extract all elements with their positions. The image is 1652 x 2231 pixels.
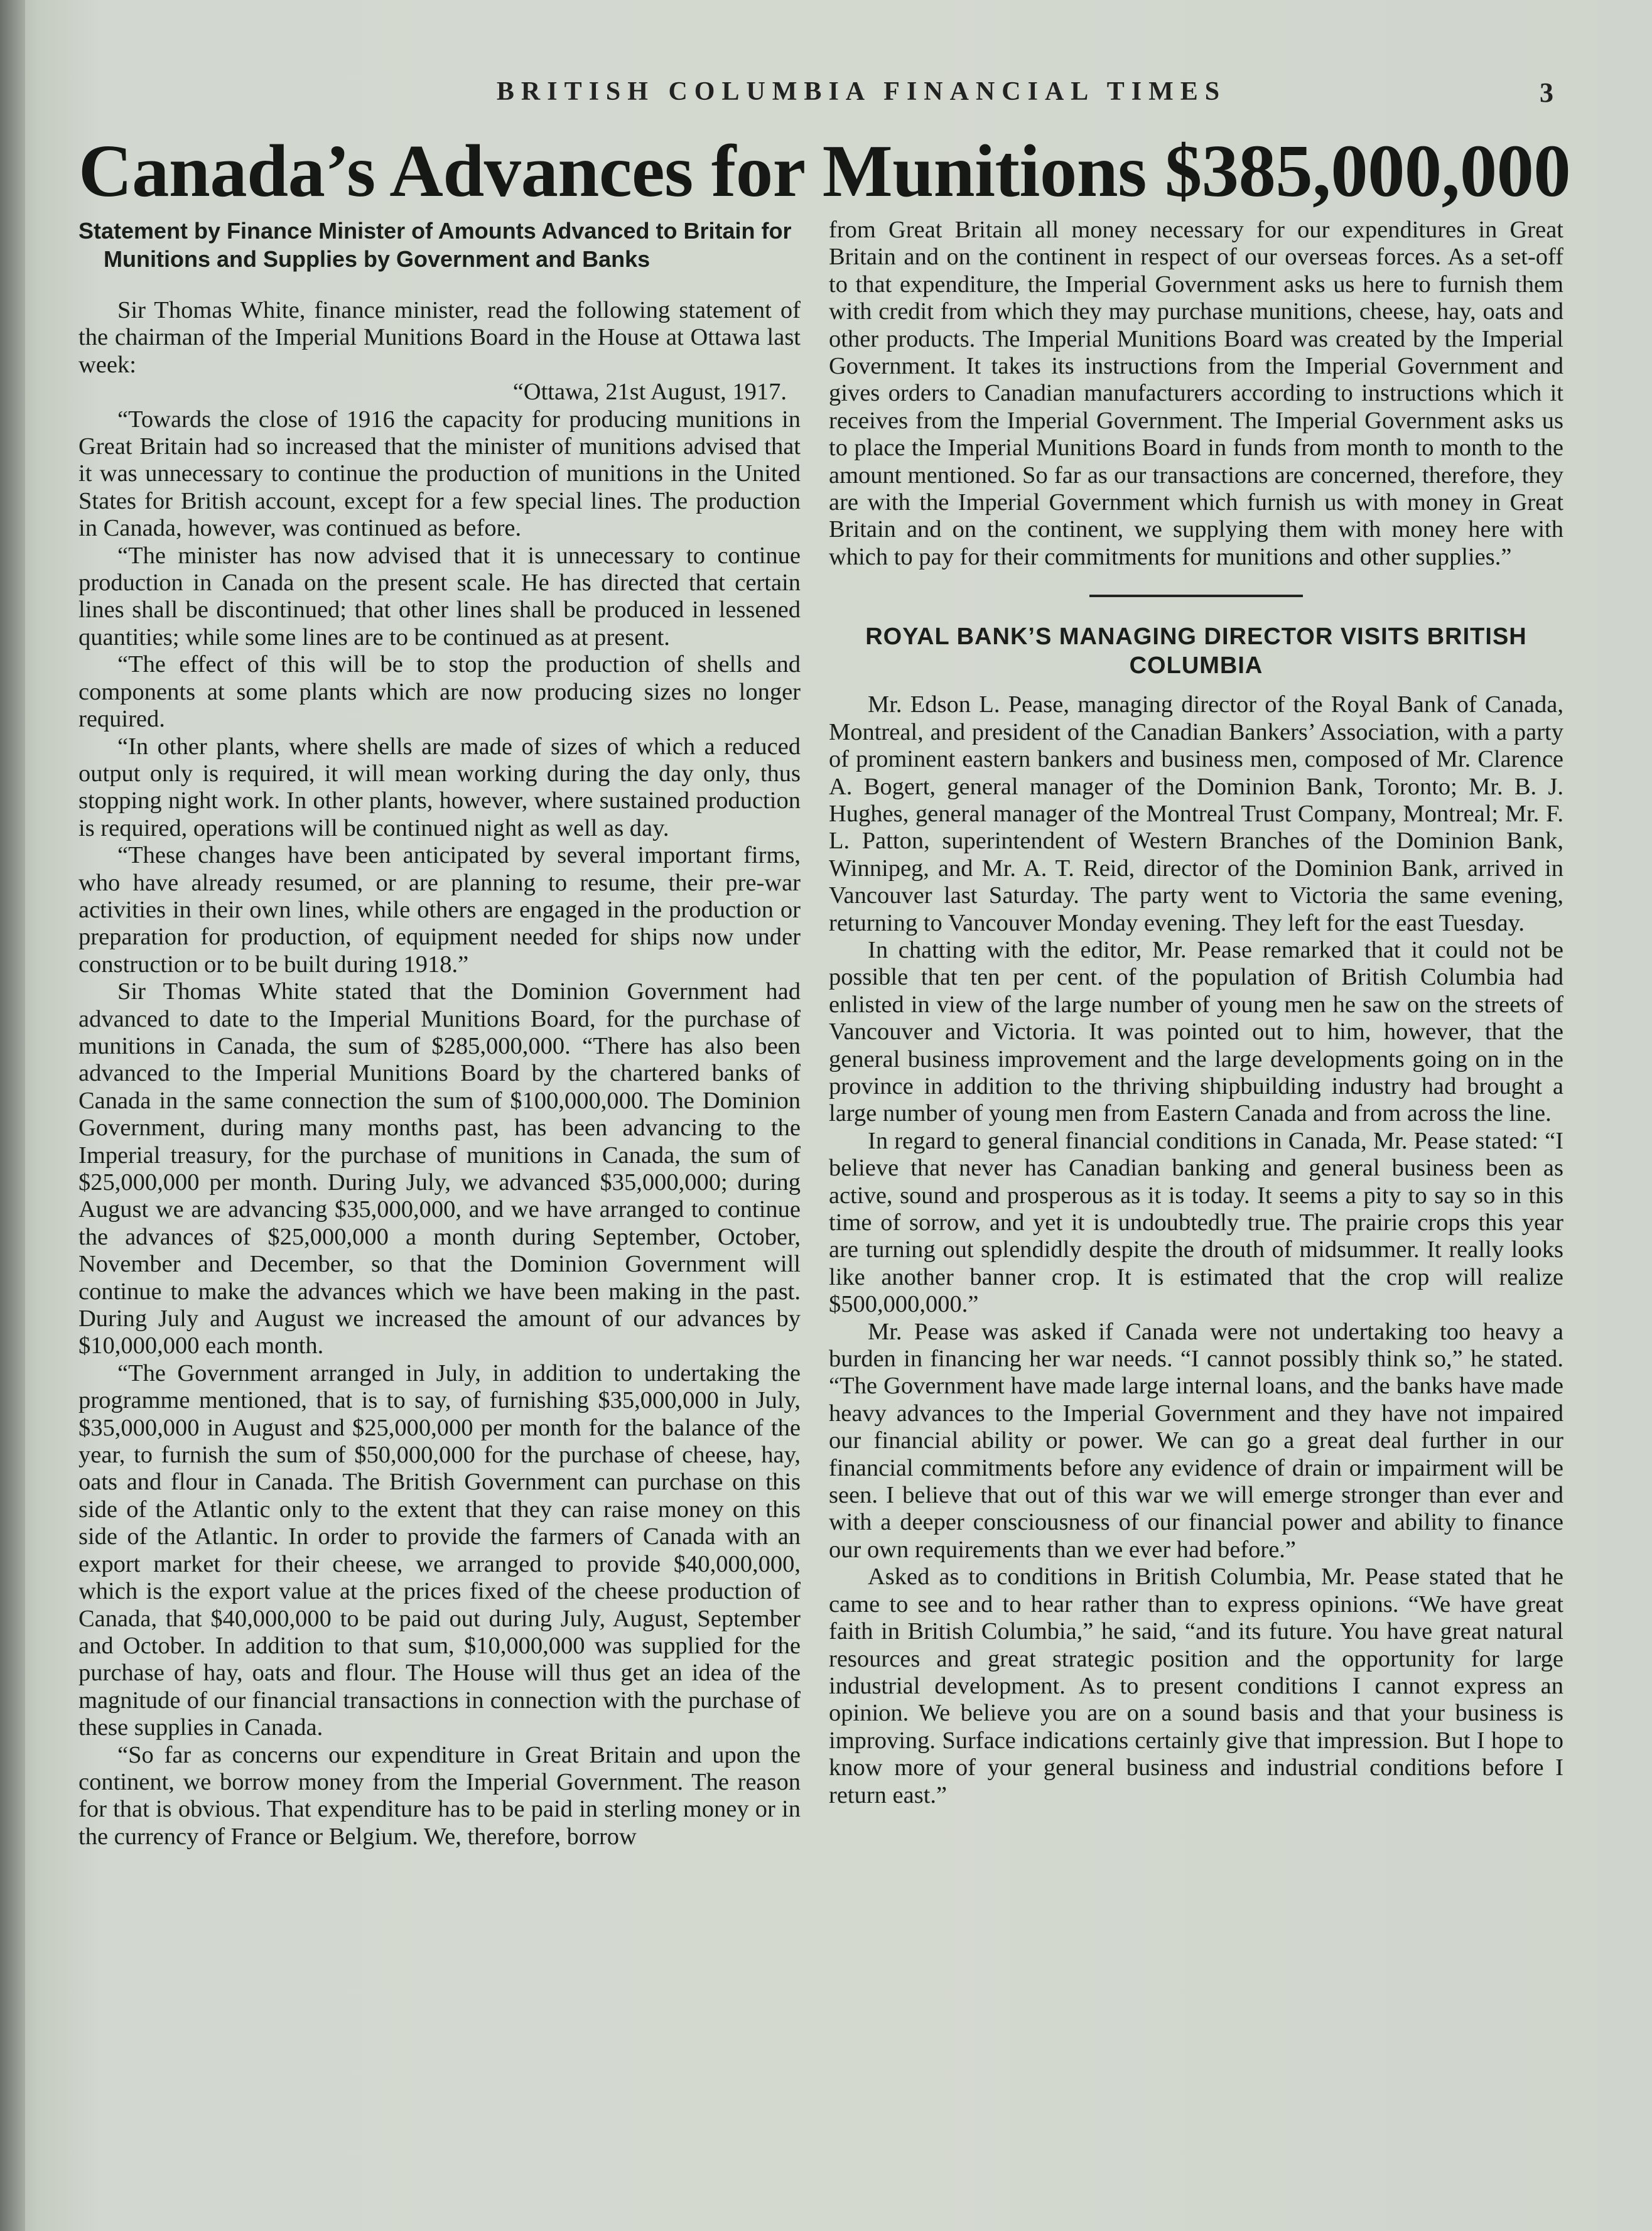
paragraph: “Towards the close of 1916 the capacity for producing munitions in Great Britain had so increased that the minister of munitions advised that it was unnecessary to continue the production of munitions in the United States for British account, except for a few special lines. The production in Canada, however, was continued as before. — [78, 406, 801, 542]
article-headline: Canada’s Advances for Munitions $385,000,000 — [78, 129, 1571, 212]
paragraph: “In other plants, where shells are made of sizes of which a reduced output only is required, it will mean working during the day only, thus stopping night work. In other plants, however, where sustained production is required, operations will be continued night as well as day. — [78, 733, 801, 841]
section-divider — [1089, 595, 1303, 597]
paragraph: Mr. Edson L. Pease, managing director of the Royal Bank of Canada, Montreal, and president of the Canadian Bankers’ Association, with a party of prominent eastern bankers and business men, composed of Mr. Clarence A. Bogert, general manager of the Dominion Bank, Toronto; Mr. B. J. Hughes, general manager of the Montreal Trust Company, Montreal; Mr. F. L. Patton, superintendent of Western Branches of the Dominion Bank, Winnipeg, and Mr. A. T. Reid, director of the Dominion Bank, arrived in Vancouver last Saturday. The party went to Victoria the same evening, returning to Vancouver Monday evening. They left for the east Tuesday. — [829, 691, 1563, 936]
article-deck: Statement by Finance Minister of Amounts Advanced to Britain for Munitions and Supplies by Government and Banks — [78, 218, 792, 272]
letter-dateline: “Ottawa, 21st August, 1917. — [512, 379, 787, 406]
paragraph: “The effect of this will be to stop the production of shells and components at some plants which are now producing sizes no longer required. — [78, 651, 801, 733]
article-2-headline: ROYAL BANK’S MANAGING DIRECTOR VISITS BRITISH COLUMBIA — [865, 624, 1527, 679]
paragraph: Asked as to conditions in British Columbia, Mr. Pease stated that he came to see and to hear rather than to express opinions. “We have great faith in British Columbia,” he said, “and its future. You have great natural resources and great strategic position and the opportunity for large industrial development. As to present conditions I cannot express an opinion. We believe you are on a sound basis and that your business is improving. Surface indications certainly give that impression. But I hope to know more of your general business and industrial conditions before I return east.” — [829, 1564, 1563, 1808]
page-number: 3 — [1540, 77, 1553, 108]
paragraph: In regard to general financial conditions in Canada, Mr. Pease stated: “I believe that never has Canadian banking and general business been as active, sound and prosperous as it is today. It seems a pity to say so in this time of sorrow, and yet it is undoubtedly true. The prairie crops this year are turning out splendidly despite the drouth of midsummer. It really looks like another banner crop. It is estimated that the crop will realize $500,000,000.” — [829, 1127, 1563, 1318]
running-title: BRITISH COLUMBIA FINANCIAL TIMES — [496, 77, 1227, 106]
article-intro: Sir Thomas White, finance minister, read the following statement of the chairman of the Imperial Munitions Board in the House at Ottawa last week: — [78, 297, 801, 378]
binding-shadow — [0, 0, 25, 2231]
paragraph: “So far as concerns our expenditure in Great Britain and upon the continent, we borrow money from the Imperial Government. The reason for that is obvious. That expenditure has to be paid in sterling money or in the currency of France or Belgium. We, therefore, borrow — [78, 1741, 801, 1850]
paragraph: “The Government arranged in July, in addition to undertaking the programme mentioned, that is to say, of furnishing $35,000,000 in July, $35,000,000 in August and $25,000,000 per month for the balance of the year, to furnish the sum of $50,000,000 for the purchase of cheese, hay, oats and flour in Canada. The British Government can purchase on this side of the Atlantic only to the extent that they can raise money on this side of the Atlantic. In order to provide the farmers of Canada with an export market for their cheese, we arranged to provide $40,000,000, which is the export value at the prices fixed of the cheese production of Canada, that $40,000,000 to be paid out during July, August, September and October. In addition to that sum, $10,000,000 was supplied for the purchase of hay, oats and flour. The House will thus get an idea of the magnitude of our financial transactions in connection with the purchase of these supplies in Canada. — [78, 1359, 801, 1741]
paragraph: “These changes have been anticipated by several important firms, who have already resumed, or are planning to resume, their pre-war activities in their own lines, while others are engaged in the production or preparation for production, of equipment needed for ships now under construction or to be built during 1918.” — [78, 842, 801, 978]
paragraph-continued: from Great Britain all money necessary for our expenditures in Great Britain and on the continent in respect of our overseas forces. As a set-off to that expenditure, the Imperial Government asks us here to furnish them with credit from which they may purchase munitions, cheese, hay, oats and other products. The Imperial Munitions Board was created by the Imperial Government. It takes its instructions from the Imperial Government and gives orders to Canadian manufacturers according to instructions which it receives from the Imperial Government. The Imperial Government asks us to place the Imperial Munitions Board in funds from month to month to the amount mentioned. So far as our transactions are concerned, therefore, they are with the Imperial Government which furnish us with money in Great Britain and on the continent, we supplying them with money here with which to pay for their commitments for munitions and other supplies.” — [829, 217, 1563, 570]
paragraph: Mr. Pease was asked if Canada were not undertaking too heavy a burden in financing her war needs. “I cannot possibly think so,” he stated. “The Government have made large internal loans, and the banks have made heavy advances to the Imperial Government and they have not impaired our financial ability or power. We can go a great deal further in our financial commitments before any evidence of drain or impairment will be seen. I believe that out of this war we will emerge stronger than ever and with a deeper consciousness of our financial power and ability to finance our own requirements than we ever had before.” — [829, 1318, 1563, 1563]
left-column — [78, 217, 801, 1850]
paragraph: In chatting with the editor, Mr. Pease remarked that it could not be possible that ten per cent. of the population of British Columbia had enlisted in view of the large number of young men he saw on the streets of Vancouver and Victoria. It was pointed out to him, however, that the general business improvement and the large developments going on in the province in addition to the thriving shipbuilding industry had brought a large number of young men from Eastern Canada and from across the line. — [829, 936, 1563, 1127]
paragraph: Sir Thomas White stated that the Dominion Government had advanced to date to the Imperial Munitions Board, for the purchase of munitions in Canada, the sum of $285,000,000. “There has also been advanced to the Imperial Munitions Board by the chartered banks of Canada in the same connection the sum of $100,000,000. The Dominion Government, during many months past, has been advancing to the Imperial treasury, for the purchase of munitions in Canada, the sum of $25,000,000 per month. During July, we advanced $35,000,000; during August we are advancing $35,000,000, and we have arranged to continue the advances of $25,000,000 a month during September, October, November and December, so that the Dominion Government will continue to make the advances which we have been making in the past. During July and August we increased the amount of our advances by $10,000,000 each month. — [78, 978, 801, 1359]
right-column — [829, 217, 1563, 1809]
paragraph: “The minister has now advised that it is unnecessary to continue production in Canada on the present scale. He has directed that certain lines shall be discontinued; that other lines shall be produced in lessened quantities; while some lines are to be continued as at present. — [78, 542, 801, 651]
